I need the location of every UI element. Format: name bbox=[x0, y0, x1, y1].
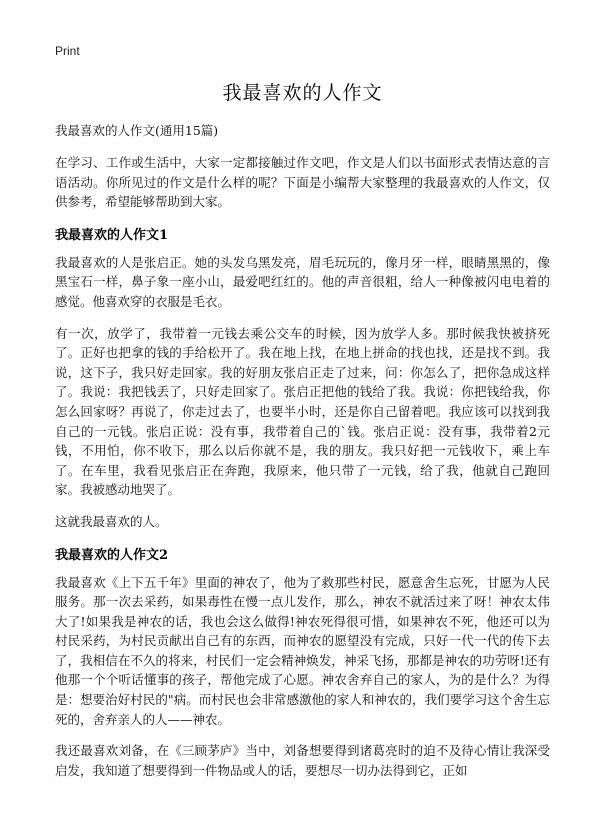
section-1-paragraph-2: 有一次，放学了，我带着一元钱去乘公交车的时候，因为放学人多。那时候我快被挤死了。正好也把拿的钱的手给松开了。我在地上找，在地上拼命的找也找，还是找不到。我说，这下子，我只好走回家。我的好朋友张启正走了过来，问：你怎么了，把你急成这样了。我说：我把钱丢了，只好走回家了。张启正把他的钱给了我。我说：你把钱给我，你怎么回家呀？再说了，你走过去了，也要半小时，还是你自己留着吧。我应该可以找到我自己的一元钱。张启正说：没有事，我带着自己的`钱。张启正说：没有事，我带着2元钱，不用怕，你不收下，那么以后你就不是，我的朋友。我只好把一元钱收下，乘上车了。在车里，我看见张启正在奔跑，我原来，他只带了一元钱，给了我，他就自己跑回家。我被感动地哭了。 bbox=[55, 325, 550, 498]
page-title: 我最喜欢的人作文 bbox=[222, 82, 383, 104]
section-heading-1: 我最喜欢的人作文1 bbox=[55, 227, 169, 243]
section-2-paragraph-1: 我最喜欢《上下五千年》里面的神农了，他为了救那些村民，愿意舍生忘死，甘愿为人民服务。那一次去采药，如果毒性在慢一点儿发作，那么，神农不就活过来了呀！神农太伟大了!如果我是神农的话，我也会这么做得!神农死得很可惜，如果神农不死，他还可以为村民采药，为村民贡献出自己有的东西，而神农的愿望没有完成，只好一代一代的传下去了，我相信在不久的将来，村民们一定会精神焕发，神采飞扬，那都是神农的功劳呀!还有他那一个个听话懂事的孩子，帮他完成了心愿。神农舍弃自己的家人，为的是什么？为得是：想要治好村民的"病。而村民也会非常感激他的家人和神农的，我们要学习这个舍生忘死的，舍弃亲人的人——神农。 bbox=[55, 574, 550, 727]
print-label: Print bbox=[55, 44, 80, 58]
intro-paragraph: 在学习、工作或生活中，大家一定都接触过作文吧，作文是人们以书面形式表情达意的言语活动。你所见过的作文是什么样的呢？下面是小编帮大家整理的我最喜欢的人作文，仅供参考，希望能够帮助到大家。 bbox=[55, 155, 550, 210]
document-content bbox=[55, 78, 550, 792]
section-2-paragraph-2: 我还最喜欢刘备，在《三顾茅庐》当中，刘备想要得到诸葛亮时的迫不及待心情让我深受启发，我知道了想要得到一件物品或人的话，要想尽一切办法得到它，正如 bbox=[55, 743, 550, 778]
document-subtitle: 我最喜欢的人作文(通用15篇) bbox=[55, 123, 219, 138]
section-heading-2: 我最喜欢的人作文2 bbox=[55, 547, 169, 563]
section-1-paragraph-1: 我最喜欢的人是张启正。她的头发乌黑发亮，眉毛玩玩的，像月牙一样，眼睛黑黑的，像黑宝石一样，鼻子象一座小山，最爱吧红红的。他的声音很粗，给人一种像被闪电电着的感觉。他喜欢穿的衣服是毛衣。 bbox=[55, 254, 550, 309]
section-1-paragraph-3: 这就我最喜欢的人。 bbox=[55, 513, 168, 529]
